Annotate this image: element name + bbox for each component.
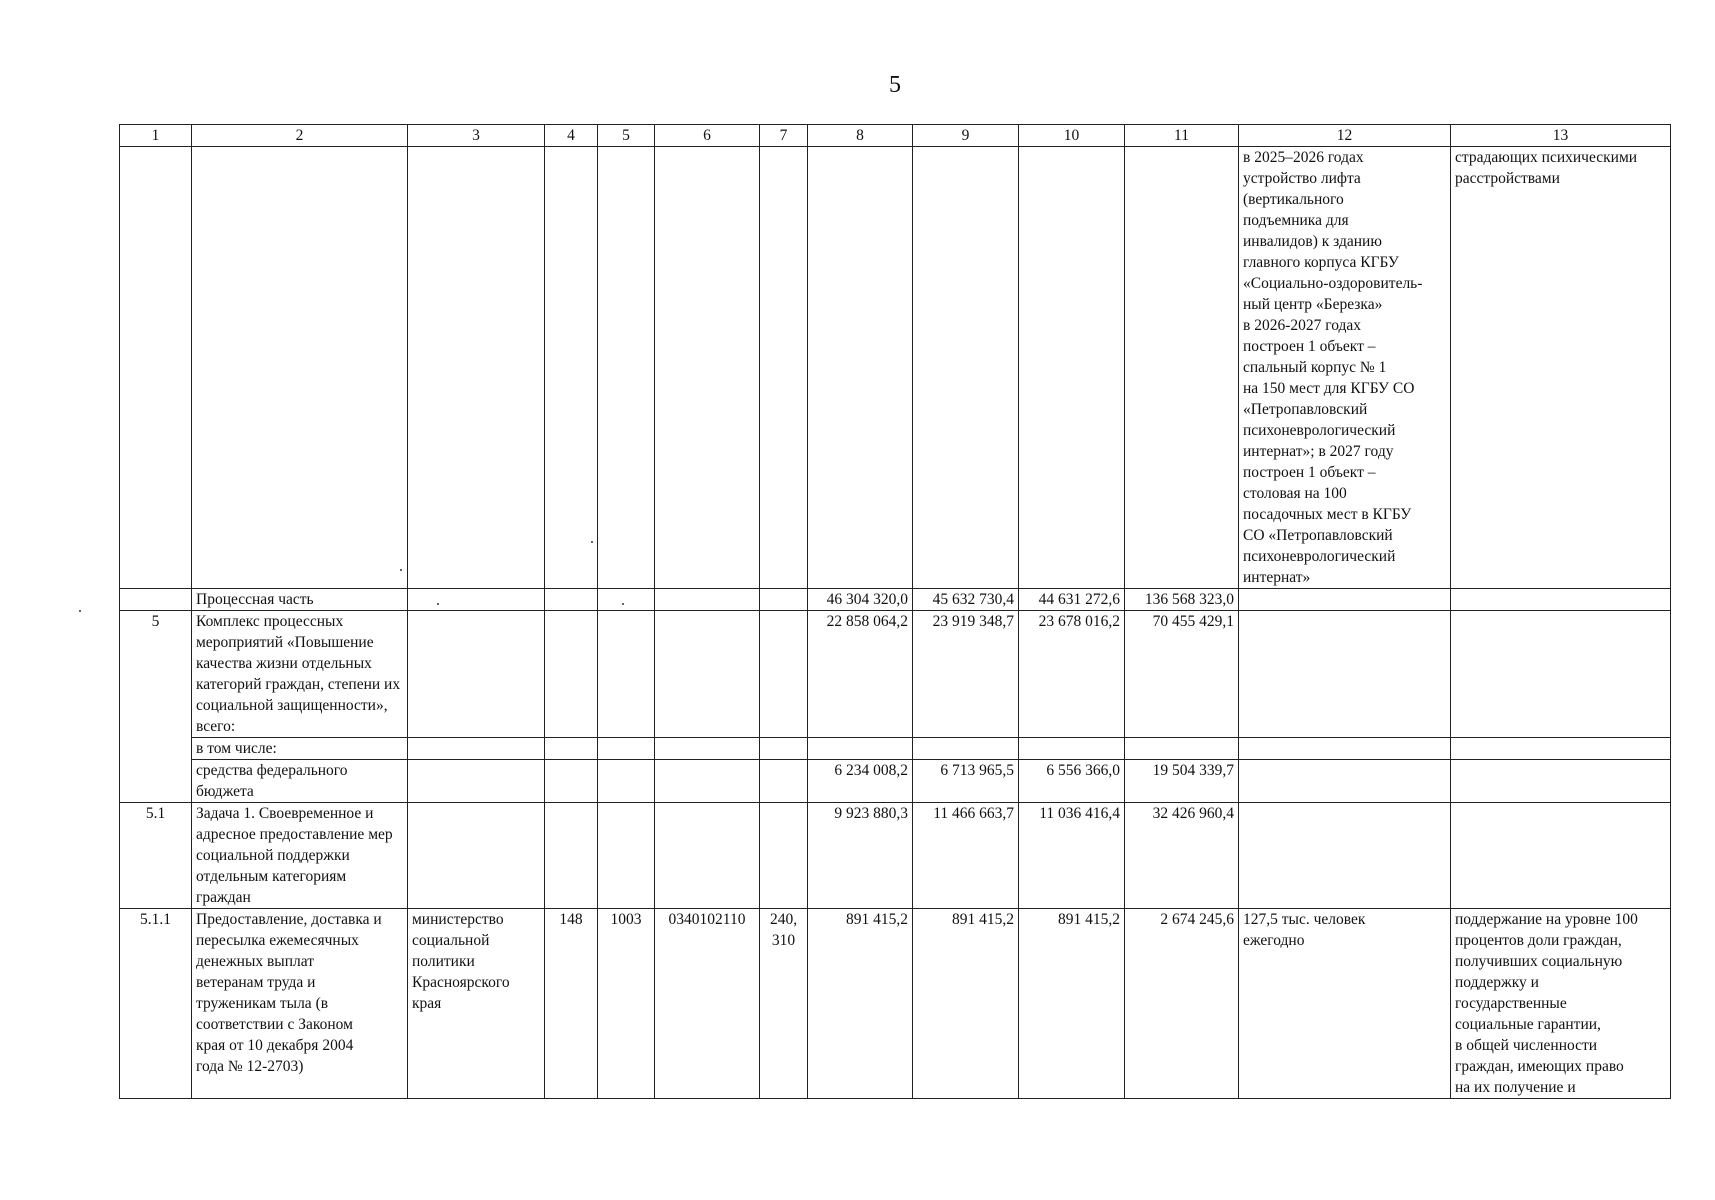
amount-total: 2 674 245,6 xyxy=(1125,909,1239,1099)
row-number: 5 xyxy=(120,611,192,803)
target-indicator: поддержание на уровне 100 процентов доли граждан, получивших социальную поддержку и государственные социальные гарантии, в общей численности граждан, имеющих право на их получение и xyxy=(1451,909,1671,1099)
complex-name: Комплекс процессных мероприятий «Повышение качества жизни отдельных категорий граждан, степени их социальной защищенности», всего: xyxy=(192,611,408,738)
measure-name: Предоставление, доставка и пересылка ежемесячных денежных выплат ветеранам труда и труженикам тыла (в соответствии с Законом края от 10 декабря 2004 года № 12-2703) xyxy=(192,909,408,1099)
target-indicator: страдающих психическими расстройствами xyxy=(1451,147,1671,589)
amount-2027: 44 631 272,6 xyxy=(1019,589,1125,611)
column-number: 6 xyxy=(655,125,760,147)
amount-2026: 45 632 730,4 xyxy=(913,589,1019,611)
scan-speck xyxy=(591,541,593,543)
amount-total: 70 455 429,1 xyxy=(1125,611,1239,738)
amount-2026: 6 713 965,5 xyxy=(913,760,1019,803)
amount-2026: 891 415,2 xyxy=(913,909,1019,1099)
amount-2025: 9 923 880,3 xyxy=(808,803,913,909)
column-number: 3 xyxy=(408,125,545,147)
task-row xyxy=(120,803,1671,909)
column-number: 9 xyxy=(913,125,1019,147)
process-part-label: Процессная часть xyxy=(192,589,408,611)
scan-speck xyxy=(400,569,402,571)
amount-2027: 23 678 016,2 xyxy=(1019,611,1125,738)
column-number: 5 xyxy=(598,125,655,147)
complex-row xyxy=(120,611,1671,738)
including-row xyxy=(120,738,1671,760)
column-number: 2 xyxy=(192,125,408,147)
scan-speck xyxy=(622,603,624,605)
amount-2025: 6 234 008,2 xyxy=(808,760,913,803)
amount-2027: 11 036 416,4 xyxy=(1019,803,1125,909)
including-label: в том числе: xyxy=(192,738,408,760)
continuation-row xyxy=(120,147,1671,589)
page-number: 5 xyxy=(889,72,901,98)
csr-code: 0340102110 xyxy=(655,909,760,1099)
column-number-row xyxy=(120,125,1671,147)
row-number: 5.1 xyxy=(120,803,192,909)
amount-total: 136 568 323,0 xyxy=(1125,589,1239,611)
amount-2026: 23 919 348,7 xyxy=(913,611,1019,738)
program-table xyxy=(119,124,1671,1099)
column-number: 12 xyxy=(1239,125,1451,147)
amount-total: 32 426 960,4 xyxy=(1125,803,1239,909)
column-number: 11 xyxy=(1125,125,1239,147)
executor: министерство социальной политики Красноярского края xyxy=(408,909,545,1099)
amount-2027: 891 415,2 xyxy=(1019,909,1125,1099)
column-number: 1 xyxy=(120,125,192,147)
scan-speck xyxy=(437,603,439,605)
vr-code: 240, 310 xyxy=(760,909,808,1099)
amount-2025: 891 415,2 xyxy=(808,909,913,1099)
amount-2026: 11 466 663,7 xyxy=(913,803,1019,909)
column-number: 8 xyxy=(808,125,913,147)
column-number: 13 xyxy=(1451,125,1671,147)
process-part-row xyxy=(120,589,1671,611)
scan-speck xyxy=(79,610,81,612)
grbs-code: 148 xyxy=(545,909,598,1099)
amount-total: 19 504 339,7 xyxy=(1125,760,1239,803)
rzpr-code: 1003 xyxy=(598,909,655,1099)
task-name: Задача 1. Своевременное и адресное предоставление мер социальной поддержки отдельным категориям граждан xyxy=(192,803,408,909)
row-number: 5.1.1 xyxy=(120,909,192,1099)
column-number: 4 xyxy=(545,125,598,147)
column-number: 10 xyxy=(1019,125,1125,147)
column-number: 7 xyxy=(760,125,808,147)
amount-2025: 22 858 064,2 xyxy=(808,611,913,738)
federal-budget-row xyxy=(120,760,1671,803)
measure-row xyxy=(120,909,1671,1099)
expected-result: 127,5 тыс. человек ежегодно xyxy=(1239,909,1451,1099)
amount-2025: 46 304 320,0 xyxy=(808,589,913,611)
amount-2027: 6 556 366,0 xyxy=(1019,760,1125,803)
expected-result: в 2025–2026 годах устройство лифта (вертикального подъемника для инвалидов) к зданию главного корпуса КГБУ «Социально-оздоровитель- ный центр «Березка» в 2026-2027 годах построен 1 объект – спальный корпус № 1 на 150 мест для КГБУ СО «Петропавловский психоневрологический интернат»; в 2027 году построен 1 объект – столовая на 100 посадочных мест в КГБУ СО «Петропавловский психоневрологический интернат» xyxy=(1239,147,1451,589)
federal-budget-label: средства федерального бюджета xyxy=(192,760,408,803)
